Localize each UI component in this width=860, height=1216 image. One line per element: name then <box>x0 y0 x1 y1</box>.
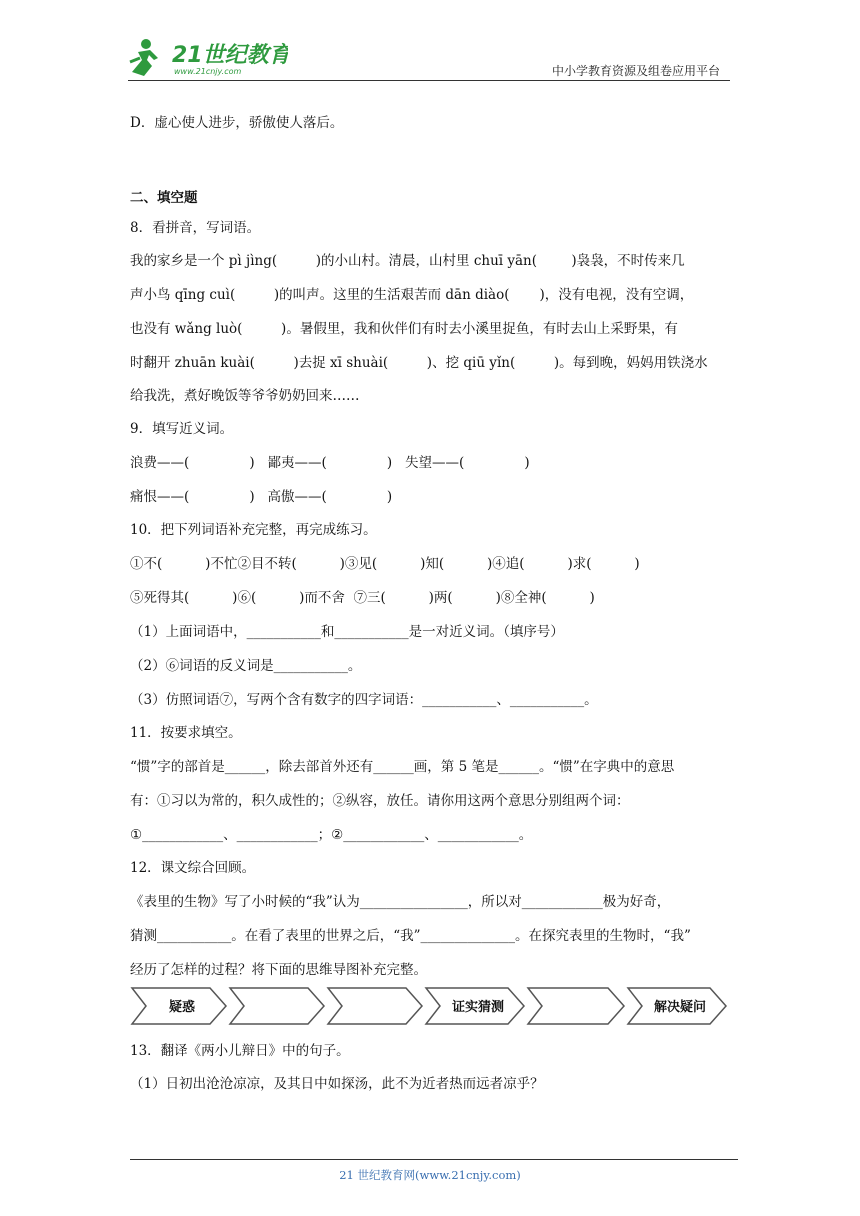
mind-map-flow <box>130 985 730 1027</box>
flow-label-4: 证实猜测 <box>451 1000 505 1015</box>
q10-sub-3: （3）仿照词语⑦，写两个含有数字的四字词语：___________、___________。 <box>130 692 598 708</box>
q8-line-4: 时翻开 zhuān kuài( )去捉 xī shuài( )、挖 qiū yǐn( )。每到晚，妈妈用铁浇水 <box>130 355 708 371</box>
q8-line-3: 也没有 wǎng luò( )。暑假里，我和伙伴们有时去小溪里捉鱼，有时去山上采野果，有 <box>130 321 678 337</box>
q9-line-2: 痛恨——( ) 高傲——( ) <box>130 489 393 505</box>
q12-line-3: 经历了怎样的过程？将下面的思维导图补充完整。 <box>130 962 427 978</box>
flow-step-2 <box>230 988 324 1024</box>
q11-line-1: “惯”字的部首是______，除去部首外还有______画，第 5 笔是______。“惯”在字典中的意思 <box>130 759 675 775</box>
flow-step-5 <box>528 988 624 1024</box>
q10-sub-1: （1）上面词语中，___________和___________是一对近义词。（填序号） <box>130 624 564 640</box>
runner-icon <box>130 39 158 76</box>
q10-words-1: ①不( )不忙②目不转( )③见( )知( )④追( )求( ) <box>130 556 640 572</box>
header-tagline: 中小学教育资源及组卷应用平台 <box>551 64 720 78</box>
q12-line-2: 猜测___________。在看了表里的世界之后，“我”______________。在探究表里的生物时，“我” <box>130 928 691 944</box>
logo-url: www.21cnjy.com <box>174 67 242 76</box>
q11-line-3: ①____________、____________；②____________、____________。 <box>130 827 533 843</box>
q8-line-5: 给我洗，煮好晚饭等爷爷奶奶回来…… <box>130 388 360 404</box>
q10-words-2: ⑤死得其( )⑥( )而不舍 ⑦三( )两( )⑧全神( ) <box>130 590 595 606</box>
question-11: 11．按要求填空。 <box>130 725 242 741</box>
header-divider <box>128 80 730 81</box>
flow-step-3 <box>328 988 422 1024</box>
q11-line-2: 有：①习以为常的，积久成性的；②纵容，放任。请你用这两个意思分别组两个词： <box>130 793 630 809</box>
question-8: 8．看拼音，写词语。 <box>130 220 261 236</box>
footer-divider <box>130 1159 738 1160</box>
option-d: D．虚心使人进步，骄傲使人落后。 <box>130 115 344 131</box>
flow-label-6: 解决疑问 <box>653 1000 707 1015</box>
question-13: 13．翻译《两小儿辩日》中的句子。 <box>130 1043 350 1059</box>
footer-text: 21 世纪教育网(www.21cnjy.com) <box>339 1168 521 1182</box>
q8-line-1: 我的家乡是一个 pì jìng( )的小山村。清晨，山村里 chuī yān( )袅袅，不时传来几 <box>130 253 685 269</box>
q10-sub-2: （2）⑥词语的反义词是___________。 <box>130 658 362 674</box>
q9-line-1: 浪费——( ) 鄙夷——( ) 失望——( ) <box>130 455 530 471</box>
question-12: 12．课文综合回顾。 <box>130 860 256 876</box>
q8-line-2: 声小鸟 qīng cuì( )的叫声。这里的生活艰苦而 dān diào( )，没有电视，没有空调， <box>130 287 694 303</box>
section-title: 二、填空题 <box>130 190 198 206</box>
q13-sub-1: （1）日初出沧沧凉凉，及其日中如探汤，此不为近者热而远者凉乎？ <box>130 1076 544 1092</box>
logo-text: 21世纪教育 <box>172 43 288 68</box>
q12-line-1: 《表里的生物》写了小时候的“我”认为________________，所以对____________极为好奇， <box>130 894 671 910</box>
question-10: 10．把下列词语补充完整，再完成练习。 <box>130 522 377 538</box>
flow-label-1: 疑惑 <box>168 1000 196 1015</box>
site-logo <box>128 36 288 80</box>
question-9: 9．填写近义词。 <box>130 421 234 437</box>
